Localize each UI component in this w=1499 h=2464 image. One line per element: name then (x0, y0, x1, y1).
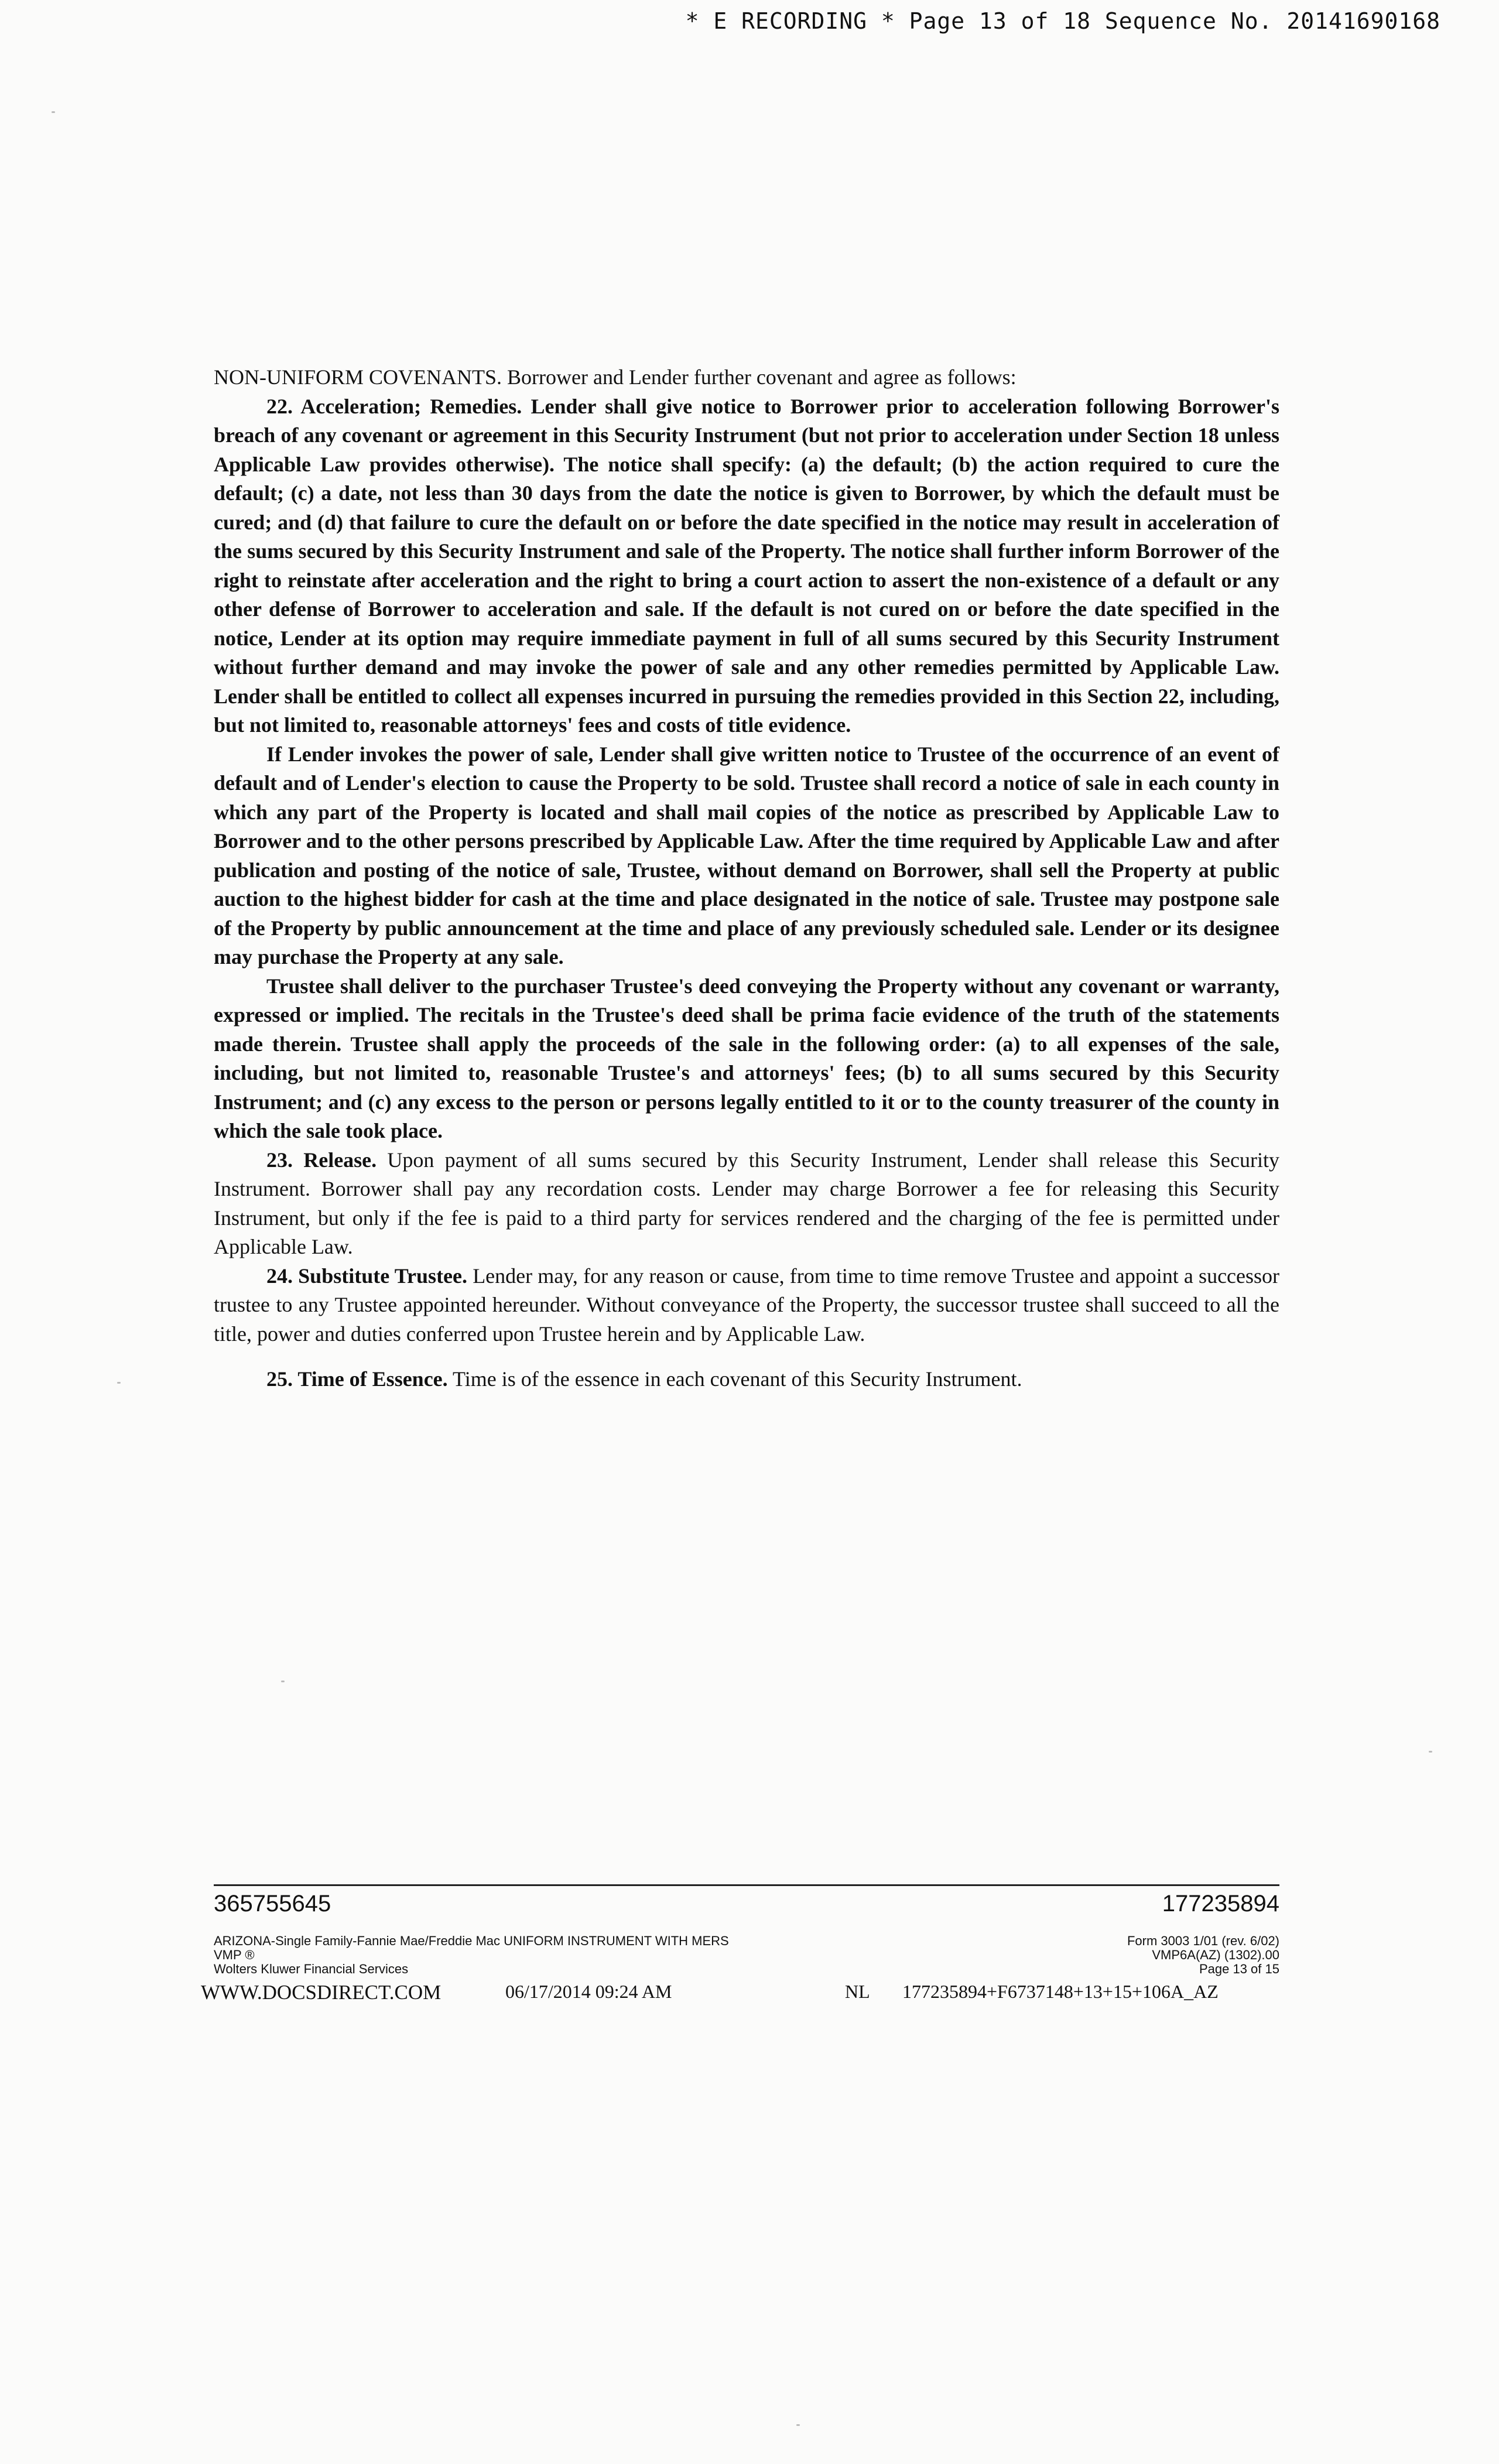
page-indicator: Page 13 of 15 (1199, 1962, 1279, 1976)
form-number: Form 3003 1/01 (rev. 6/02) (1127, 1933, 1279, 1948)
footer-form-info-left (214, 1934, 729, 1976)
section-25-text: Time is of the essence in each covenant of this Security Instrument. (453, 1367, 1022, 1391)
footer-form-info-right (1127, 1934, 1279, 1976)
non-uniform-covenants-intro: NON-UNIFORM COVENANTS. Borrower and Lender further covenant and agree as follows: (214, 365, 1017, 389)
recording-header: * E RECORDING * Page 13 of 18 Sequence No. 20141690168 (685, 8, 1440, 34)
section-23-paragraph (214, 1146, 1279, 1262)
section-24-paragraph (214, 1262, 1279, 1349)
section-22-paragraph-2: If Lender invokes the power of sale, Lender shall give written notice to Trustee of the occurrence of an event of default and of Lender's election to cause the Property to be sold. Trustee shall record a notice of sale in each county in which any part of the Property is located and shall mail copies of the notice as prescribed by Applicable Law to Borrower and to the other persons prescribed by Applicable Law. After the time required by Applicable Law and after publication and posting of the notice of sale, Trustee, without demand on Borrower, shall sell the Property at public auction to the highest bidder for cash at the time and place designated in the notice of sale. Trustee may postpone sale of the Property by public announcement at the time and place of any previously scheduled sale. Lender or its designee may purchase the Property at any sale. (214, 742, 1279, 969)
loan-number-right: 177235894 (1162, 1891, 1279, 1917)
section-22-heading: 22. Acceleration; Remedies. (266, 394, 522, 418)
vmp-code: VMP6A(AZ) (1302).00 (1152, 1948, 1279, 1962)
vmp-mark: VMP ® (214, 1948, 255, 1962)
scan-speck (796, 2424, 800, 2426)
section-24-heading: 24. Substitute Trustee. (266, 1264, 468, 1288)
form-title: ARIZONA-Single Family-Fannie Mae/Freddie Mac UNIFORM INSTRUMENT WITH MERS (214, 1933, 729, 1948)
publisher: Wolters Kluwer Financial Services (214, 1962, 409, 1976)
section-23-heading: 23. Release. (266, 1148, 377, 1172)
scan-speck (117, 1382, 121, 1384)
loan-number-left: 365755645 (214, 1891, 331, 1917)
footer-loan-numbers (214, 1890, 1279, 1918)
section-22-text: Lender shall give notice to Borrower prior to acceleration following Borrower's breach of any covenant or agreement in this Security Instrument (but not prior to acceleration under Section 18 unless Applicable Law provides otherwise). The notice shall specify: (a) the default; (b) the action required to cure the default; (c) a date, not less than 30 days from the date the notice is given to Borrower, by which the default must be cured; and (d) that failure to cure the default on or before the date specified in the notice may result in acceleration of the sums secured by this Security Instrument and sale of the Property. The notice shall further inform Borrower of the right to reinstate after acceleration and the right to bring a court action to assert the non-existence of a default or any other defense of Borrower to acceleration and sale. If the default is not cured on or before the date specified in the notice, Lender at its option may require immediate payment in full of all sums secured by this Security Instrument without further demand and may invoke the power of sale and any other remedies permitted by Applicable Law. Lender shall be entitled to collect all expenses incurred in pursuing the remedies provided in this Section 22, including, but not limited to, reasonable attorneys' fees and costs of title evidence. (214, 394, 1280, 737)
document-code: 177235894+F6737148+13+15+106A_AZ (902, 1981, 1219, 2002)
section-25-paragraph (214, 1365, 1279, 1394)
section-22-paragraph-3: Trustee shall deliver to the purchaser Trustee's deed conveying the Property without any covenant or warranty, expressed or implied. The recitals in the Trustee's deed shall be prima facie evidence of the truth of the statements made therein. Trustee shall apply the proceeds of the sale in the following order: (a) to all expenses of the sale, including, but not limited to, reasonable Trustee's and attorneys' fees; (b) to all sums secured by this Security Instrument; and (c) any excess to the person or persons legally entitled to it or to the county treasurer of the county in which the sale took place. (214, 974, 1279, 1142)
footer-bottom-line (201, 1981, 1313, 2004)
section-23-text: Upon payment of all sums secured by this Security Instrument, Lender shall release this Security Instrument. Borrower shall pay any recordation costs. Lender may charge Borrower a fee for releasing this Security Instrument, but only if the fee is paid to a third party for services rendered and the charging of the fee is permitted under Applicable Law. (214, 1148, 1279, 1258)
footer-rule (214, 1884, 1279, 1886)
paragraph-gap (214, 1349, 1279, 1365)
initials: NL (845, 1981, 870, 2002)
section-22-paragraph-1 (214, 392, 1279, 740)
print-timestamp: 06/17/2014 09:24 AM (505, 1981, 672, 2002)
scan-speck (1429, 1751, 1432, 1753)
section-25-heading: 25. Time of Essence. (266, 1367, 448, 1391)
document-body (214, 363, 1279, 1394)
scan-speck (52, 111, 55, 113)
document-footer (214, 1884, 1279, 1976)
section-24-text: Lender may, for any reason or cause, from time to time remove Trustee and appoint a successor trustee to any Trustee appointed hereunder. Without conveyance of the Property, the successor trustee shall succeed to all the title, power and duties conferred upon Trustee herein and by Applicable Law. (214, 1264, 1280, 1346)
scan-speck (281, 1681, 285, 1682)
website: WWW.DOCSDIRECT.COM (201, 1981, 442, 2004)
footer-form-info (214, 1934, 1279, 1976)
